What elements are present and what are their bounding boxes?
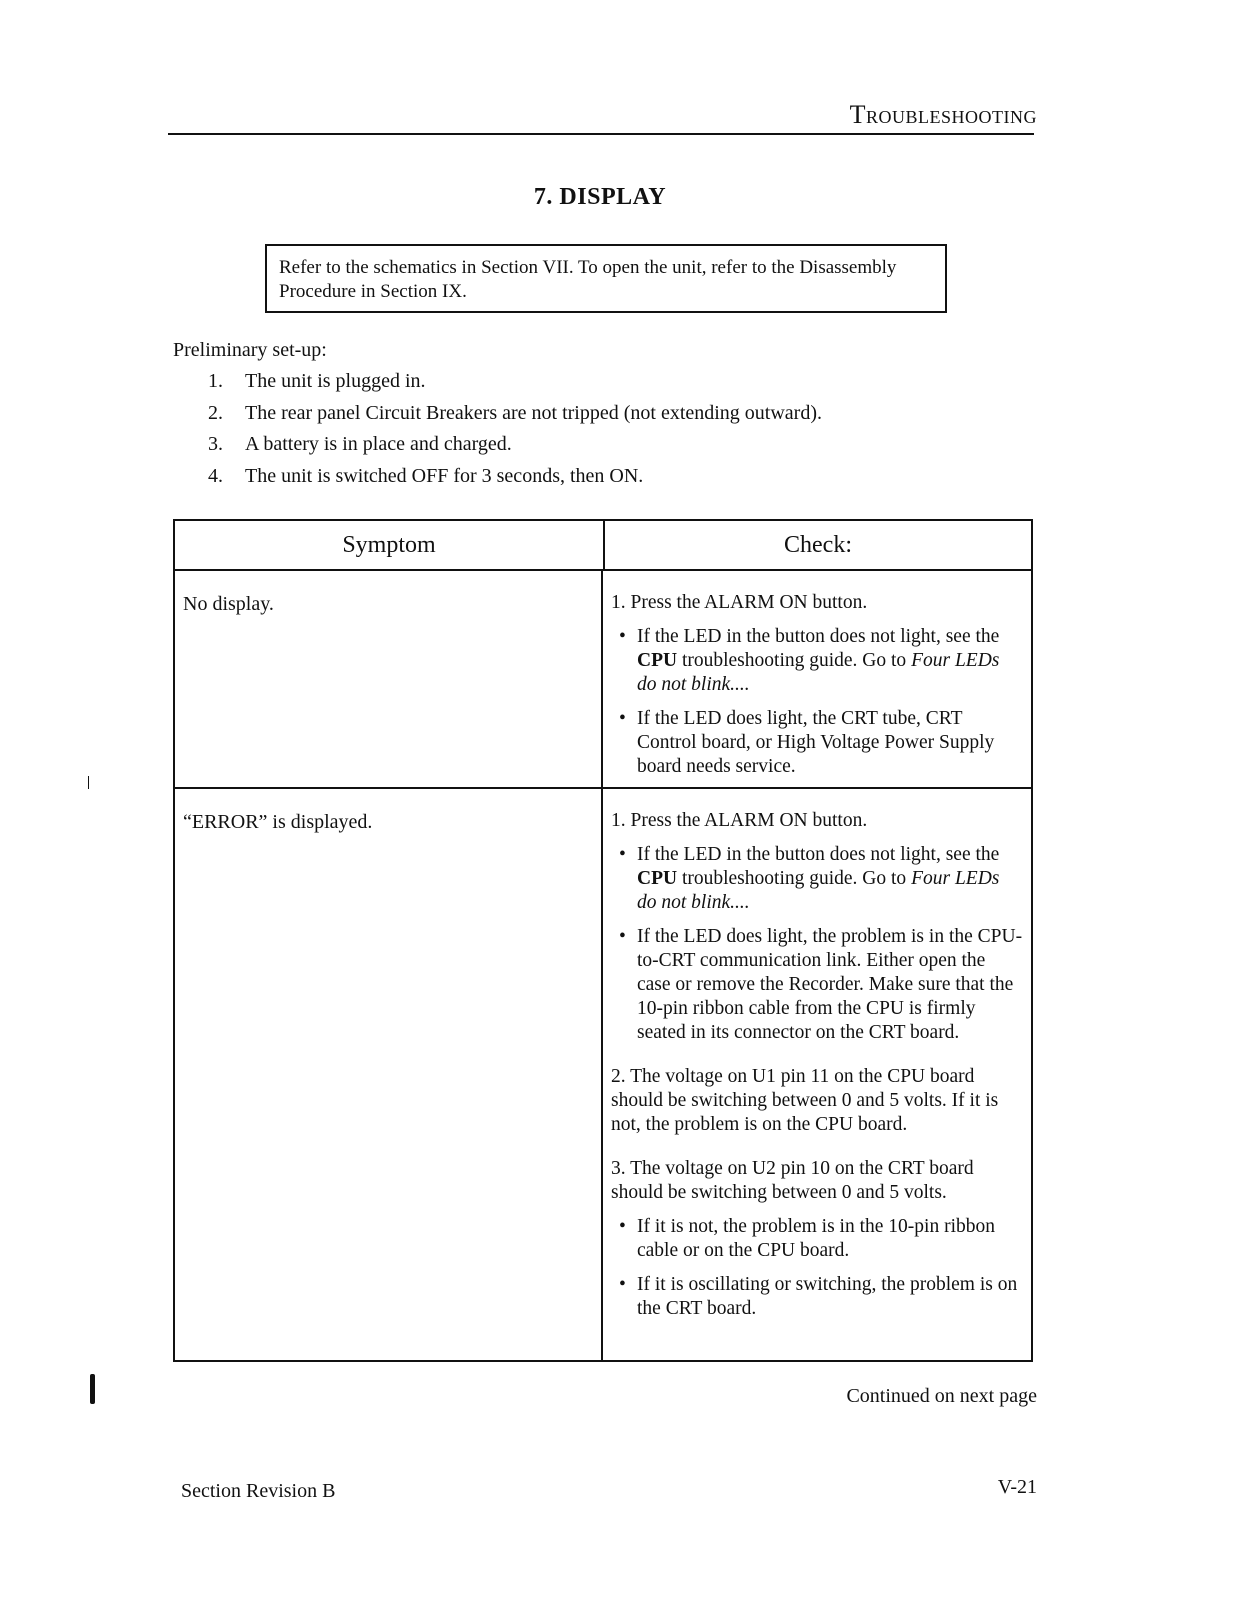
list-item [208,402,822,434]
margin-binding-mark [90,1374,95,1404]
check-step: 2. The voltage on U1 pin 11 on the CPU board should be switching between 0 and 5 volts. If it is not, the problem is on the CPU board. [611,1066,999,1135]
preliminary-list [208,370,822,496]
check-cell [603,789,1031,1360]
bullet-text-bold: CPU [637,650,678,671]
bullet-text-italic: Four LEDs do not blink.... [637,650,1000,695]
bullet-icon: • [619,626,626,647]
check-bullet-text: If the LED does light, the problem is in the CPU-to-CRT communication link. Either open the case or remove the Recorder. Make sure that the 10-pin ribbon cable from the CPU is firmly seated in its connector on the CRT board. [637,926,1023,1043]
list-item [208,370,822,402]
check-bullet [619,625,1023,697]
list-item-text: The rear panel Circuit Breakers are not tripped (not extending outward). [245,401,823,424]
bullet-text-part: If the LED in the button does not light, see the [637,844,1000,865]
list-item-number: 2. [208,401,223,424]
check-bullet [619,843,1023,915]
margin-change-bar [88,776,89,789]
list-item [208,433,822,465]
bullet-icon: • [619,708,626,729]
check-bullet-text [637,843,1023,915]
list-item-number: 1. [208,370,223,392]
page-header-title: Troubleshooting [849,100,1037,129]
table-row [173,789,1033,1362]
troubleshooting-table [173,519,1033,1362]
list-item-text: A battery is in place and charged. [245,433,512,455]
symptom-cell: “ERROR” is displayed. [175,789,603,1360]
check-bullet-text: If it is not, the problem is in the 10-pin ribbon cable or on the CPU board. [637,1216,995,1261]
reference-note-text: Refer to the schematics in Section VII. To open the unit, refer to the Disassembly Procedure in Section IX. [279,257,897,302]
section-title: 7. DISPLAY [533,184,667,210]
symptom-column-header: Symptom [175,521,605,569]
table-header-row [173,519,1033,571]
check-cell [603,571,1031,787]
check-step: 3. The voltage on U2 pin 10 on the CRT board should be switching between 0 and 5 volts. [611,1158,974,1203]
footer-revision: Section Revision B [181,1480,336,1502]
footer-page-number: V-21 [997,1476,1037,1498]
bullet-icon: • [619,926,626,947]
bullet-icon: • [619,1274,626,1295]
list-item-number: 4. [208,464,223,487]
bullet-text-bold: CPU [637,868,678,889]
bullet-text-part: troubleshooting guide. Go to [677,650,912,671]
bullet-icon: • [619,1216,626,1237]
continued-note: Continued on next page [846,1385,1037,1407]
list-item-text: The unit is plugged in. [245,370,426,392]
reference-note-box [265,244,947,313]
check-step: 1. Press the ALARM ON button. [611,810,868,831]
list-item [208,465,822,497]
check-column-header: Check: [784,531,852,558]
bullet-text-part: troubleshooting guide. Go to [677,868,912,889]
preliminary-label: Preliminary set-up: [173,339,327,361]
check-bullet [619,925,1023,1045]
check-bullet [619,707,1023,779]
bullet-text-part: If the LED in the button does not light, see the [637,626,1000,647]
symptom-cell: No display. [175,571,603,787]
table-row [173,571,1033,789]
list-item-text: The unit is switched OFF for 3 seconds, then ON. [245,464,644,487]
bullet-text-italic: Four LEDs do not blink.... [637,868,1000,913]
bullet-icon: • [619,844,626,865]
check-step: 1. Press the ALARM ON button. [611,592,868,613]
check-bullet-text [637,625,1023,697]
check-bullet-text: If it is oscillating or switching, the problem is on the CRT board. [637,1274,1018,1319]
check-bullet-text: If the LED does light, the CRT tube, CRT Control board, or High Voltage Power Supply board needs service. [637,708,995,777]
list-item-number: 3. [208,433,223,455]
check-bullet [619,1215,1023,1263]
check-bullet [619,1273,1023,1321]
header-rule [168,133,1034,135]
